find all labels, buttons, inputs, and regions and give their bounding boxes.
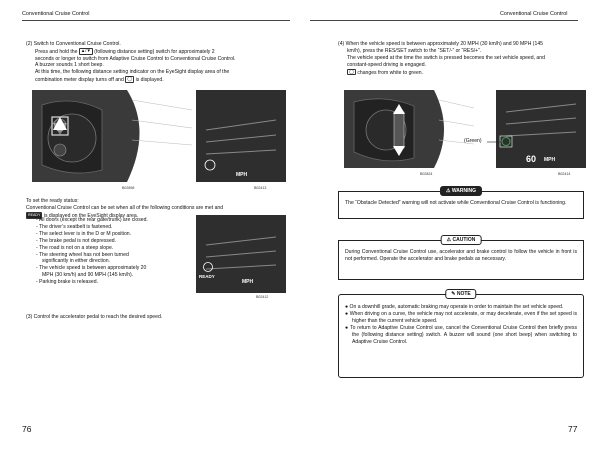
- list-item: - The driver’s seatbelt is fastened.: [36, 223, 113, 230]
- meter-display-figure-1: [196, 90, 286, 182]
- caution-box: [338, 237, 584, 280]
- cruise-indicator-icon: ◯: [127, 76, 133, 82]
- right-page-number: 77: [568, 424, 578, 434]
- res-set-switch-figure: [344, 90, 474, 168]
- ready-status-heading: To set the ready status:: [26, 198, 79, 204]
- steering-switch-illustration: [32, 90, 194, 182]
- list-item: ● On a downhill grade, automatic braking may operate in order to maintain the set vehicle speed.: [345, 304, 564, 310]
- warning-triangle-icon: ⚠: [445, 188, 451, 194]
- warning-label: ⚠ WARNING: [440, 186, 482, 196]
- step3-text: (3) Control the accelerator pedal to reach the desired speed.: [26, 314, 163, 320]
- fig3-code-right: B02414: [558, 172, 571, 176]
- left-page-number: 76: [22, 424, 32, 434]
- fig2-code: B02412: [256, 295, 269, 299]
- warning-text: The “Obstacle Detected” warning will not activate while Conventional Cruise Control is functioning.: [345, 200, 567, 206]
- right-header-rule: [310, 20, 578, 21]
- right-page: [300, 0, 600, 450]
- fig3-code-left: B02824: [420, 172, 433, 176]
- cruise-indicator-icon: [204, 263, 213, 272]
- list-item: - The select lever is in the D or M position.: [36, 230, 132, 237]
- left-page-header: Conventional Cruise Control: [22, 11, 90, 17]
- list-item: - Parking brake is released.: [36, 279, 99, 286]
- ready-status-intro: To set the ready status: Conventional Cruise Control can be set when all of the following conditions are met and READY is displayed on the EyeSight display area.: [26, 198, 284, 219]
- res-set-switch-illustration: [344, 90, 474, 168]
- fig2-mph: MPH: [242, 279, 254, 285]
- callout-leader-line: [487, 140, 501, 144]
- meter-display-figure-2: [196, 215, 286, 293]
- step2-heading: (2) Switch to Conventional Cruise Control.: [26, 41, 121, 47]
- cruise-indicator-icon: ◯: [349, 68, 354, 74]
- list-item: - All doors (except the rear gate/trunk) are closed.: [36, 217, 148, 223]
- note-box: [338, 291, 584, 378]
- note-list: [345, 304, 577, 345]
- list-item: ● To return to Adaptive Cruise Control use, cancel the Conventional Cruise Control then briefly press the (following distance setting) switch. A buzzer will sound (one short beep) when switching to Adaptive Cruise Control.: [345, 324, 577, 345]
- meter-display-figure-3: [496, 90, 586, 168]
- left-header-rule: [22, 20, 290, 21]
- fig2-ready-text: READY: [199, 274, 215, 279]
- fig3-speed: 60: [526, 154, 537, 164]
- note-pencil-icon: ✎: [451, 291, 456, 297]
- caution-label: ⚠ CAUTION: [441, 235, 482, 245]
- cruise-indicator-icon: [205, 160, 215, 170]
- ready-badge: READY: [28, 212, 41, 217]
- warning-box: [338, 188, 584, 219]
- fig3-unit: MPH: [544, 157, 556, 163]
- fig1-mph: MPH: [236, 172, 248, 178]
- cruise-indicator-icon: [502, 138, 510, 146]
- step4-block: (4) When the vehicle speed is between approximately 20 MPH (30 km/h) and 90 MPH (145 km/h), press the RES/SET switch to the “SET/-” or “RES/+”. The vehicle speed at the time the switch is pressed becomes the set vehicle speed, and constant-speed driving is engaged. ◯ changes from white to green.: [338, 41, 545, 76]
- green-callout-label: (Green): [464, 138, 482, 144]
- list-item: - The vehicle speed is between approximately 20 MPH (30 km/h) and 90 MPH (145 km/h).: [36, 265, 147, 279]
- fig1-code-right: B02413: [254, 186, 267, 190]
- steering-switch-figure: [32, 90, 194, 182]
- list-item: - The brake pedal is not depressed.: [36, 237, 117, 244]
- step2-block: (2) Switch to Conventional Cruise Control. Press and hold the ▲/▼ (following distance setting) switch for approximately 2 seconds or longer to switch from Adaptive Cruise Control to Conventional Cruise Control. A buzzer sounds 1 short beep. At this time, the following distance setting indicator on the EyeSight display area of the combination meter display turns off and ◯ is displayed.: [26, 41, 284, 84]
- fig1-code-left: B02898: [122, 186, 135, 190]
- following-distance-switch-icon: ▲/▼: [80, 47, 91, 53]
- ready-conditions-list: [36, 217, 156, 286]
- right-page-header: Conventional Cruise Control: [500, 11, 568, 17]
- list-item: - The steering wheel has not been turned significantly in either direction.: [36, 251, 129, 265]
- list-item: ● When driving on a curve, the vehicle may not accelerate, or may decelerate, even if the set speed is higher than the current vehicle speed.: [345, 310, 577, 324]
- list-item: - The road is not on a steep slope.: [36, 244, 114, 251]
- caution-triangle-icon: ⚠: [446, 237, 452, 243]
- caution-text: During Conventional Cruise Control use, accelerator and brake control to follow the vehicle in front is not performed. Operate the accelerator and brake pedals as necessary.: [345, 249, 577, 262]
- note-label: ✎ NOTE: [445, 289, 476, 299]
